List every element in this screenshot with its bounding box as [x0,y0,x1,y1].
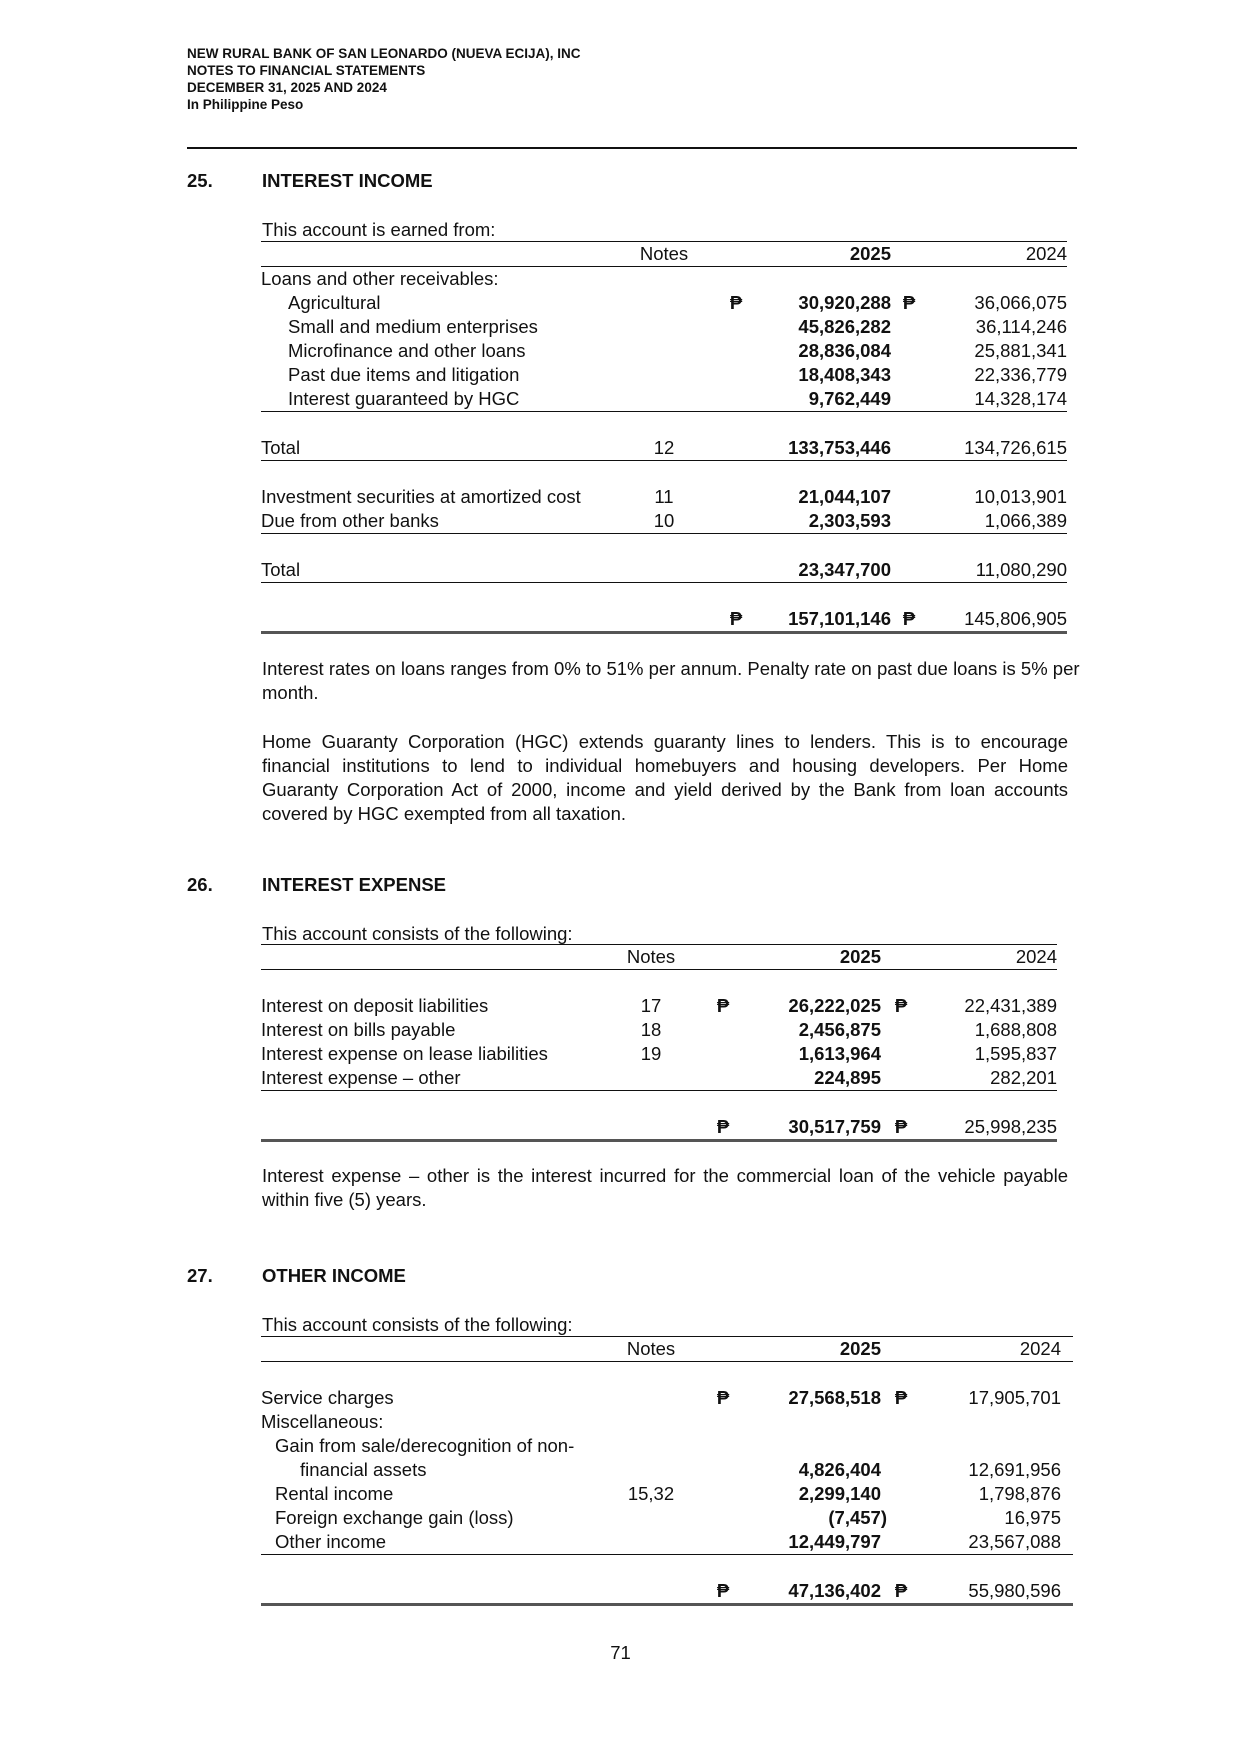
value-2024: 55,980,596 [921,1579,1073,1605]
table-row [261,339,1067,363]
interest-expense-table [261,944,1057,1142]
value-2025: 45,826,282 [798,316,891,337]
value-2024: 17,905,701 [968,1387,1061,1408]
table-row [261,509,1067,534]
row-label: financial assets [300,1459,427,1480]
interest-income-table [261,241,1067,634]
row-label: Agricultural [288,292,381,313]
peso-sign: ₱ [729,292,743,313]
group-label: Loans and other receivables: [261,268,499,289]
table-row [261,267,1067,292]
peso-sign: ₱ [902,292,916,313]
value-2025: 224,895 [757,1066,881,1091]
peso-sign: ₱ [689,1579,757,1605]
note-ref: 12 [613,436,715,461]
value-2024: 10,013,901 [974,486,1067,507]
value-2024: 1,798,876 [978,1483,1061,1504]
value-2025: 21,044,107 [798,486,891,507]
peso-sign: ₱ [881,1579,921,1605]
value-2024: 25,998,235 [921,1115,1057,1141]
value-2025-text: (7,457) [828,1507,887,1528]
paragraph-interest-rates: Interest rates on loans ranges from 0% to 51% per annum. Penalty rate on past due loans is 5% per month. [262,658,1080,703]
row-label: Microfinance and other loans [288,340,526,361]
peso-sign: ₱ [894,1387,908,1408]
company-name: NEW RURAL BANK OF SAN LEONARDO (NUEVA ECIJA), INC [187,46,581,61]
section-number: 26. [187,874,213,895]
row-label: Interest guaranteed by HGC [261,387,613,412]
value-2024: 1,595,837 [974,1043,1057,1064]
row-label: Interest on deposit liabilities [261,995,489,1016]
value-2024: 36,114,246 [975,316,1067,337]
document-title: NOTES TO FINANCIAL STATEMENTS [187,63,426,78]
row-label: Foreign exchange gain (loss) [275,1507,514,1528]
year-2024-header: 2024 [927,242,1067,267]
value-2024: 134,726,615 [927,436,1067,461]
row-label: Interest expense on lease liabilities [261,1043,548,1064]
value-2025: 30,517,759 [757,1115,881,1141]
subtotal-row [261,436,1067,461]
table-row [261,1386,1073,1410]
grand-total-row [261,1115,1057,1141]
peso-sign: ₱ [891,607,927,633]
table-row [261,1506,1073,1530]
grand-total-row [261,607,1067,633]
table-row [261,1018,1057,1042]
value-2025: 27,568,518 [788,1387,881,1408]
row-label: Rental income [275,1483,394,1504]
peso-sign: ₱ [716,1387,730,1408]
value-2024: 12,691,956 [968,1459,1061,1480]
peso-sign: ₱ [716,995,730,1016]
group-label: Miscellaneous: [261,1411,384,1432]
value-2024: 145,806,905 [927,607,1067,633]
notes-header: Notes [613,945,689,970]
value-2024: 22,336,779 [974,364,1067,385]
value-2025: 2,303,593 [757,509,891,534]
section-title: INTEREST INCOME [262,170,433,191]
value-2024: 1,688,808 [974,1019,1057,1040]
value-2025: 23,347,700 [757,558,891,583]
value-2024: 11,080,290 [927,558,1067,583]
table-row [261,1042,1057,1066]
note-ref: 10 [613,509,715,534]
value-2025 [757,1506,887,1530]
value-2024: 36,066,075 [974,292,1067,313]
table-row [261,315,1067,339]
value-2025: 133,753,446 [757,436,891,461]
table-row [261,1434,1073,1458]
year-2025-header: 2025 [757,945,881,970]
value-2024: 22,431,389 [964,995,1057,1016]
section-number: 25. [187,170,213,191]
value-2025: 4,826,404 [798,1459,881,1480]
note-ref: 18 [640,1019,662,1040]
value-2024: 1,066,389 [927,509,1067,534]
section-title: INTEREST EXPENSE [262,874,447,895]
row-label: Service charges [261,1387,394,1408]
table-row [261,291,1067,315]
header-rule [187,147,1077,149]
paragraph-interest-other: Interest expense – other is the interest incurred for the commercial loan of the vehicle payable within five (5) years. [262,1165,1068,1210]
table-row [261,1410,1073,1434]
year-2025-header: 2025 [757,1337,881,1362]
paragraph-hgc: Home Guaranty Corporation (HGC) extends guaranty lines to lenders. This is to encourage financial institutions to lend to individual homebuyers and housing developers. Per Home Guaranty Corporation Act of 2000, income and yield derived by the Bank from loan accounts covered by HGC exempted from all taxation. [262,731,1068,824]
value-2025: 9,762,449 [757,387,891,412]
value-2025: 47,136,402 [757,1579,881,1605]
section-number: 27. [187,1265,213,1286]
value-2024: 16,975 [1004,1507,1061,1528]
row-label: Interest on bills payable [261,1019,456,1040]
period-line: DECEMBER 31, 2025 AND 2024 [187,80,387,95]
row-label: Total [261,558,613,583]
subtotal-row [261,558,1067,583]
section-intro: This account consists of the following: [262,1314,573,1335]
value-2024: 23,567,088 [921,1530,1073,1555]
value-2025: 18,408,343 [798,364,891,385]
value-2025: 30,920,288 [798,292,891,313]
note-ref: 15,32 [627,1483,675,1504]
year-2025-header: 2025 [757,242,891,267]
note-ref: 17 [640,995,662,1016]
peso-sign: ₱ [894,995,908,1016]
table-row [261,1458,1073,1482]
peso-sign: ₱ [881,1115,921,1141]
row-label: Past due items and litigation [288,364,520,385]
table-header-row [261,1337,1073,1362]
value-2025: 2,456,875 [798,1019,881,1040]
row-label: Interest expense – other [261,1066,613,1091]
value-2025: 1,613,964 [798,1043,881,1064]
row-label: Investment securities at amortized cost [261,486,581,507]
section-intro: This account is earned from: [262,219,496,240]
row-label: Total [261,436,613,461]
table-row [261,994,1057,1018]
table-row [261,1482,1073,1506]
row-label: Gain from sale/derecognition of non- [275,1435,575,1456]
value-2024: 25,881,341 [974,340,1067,361]
note-ref: 19 [640,1043,662,1064]
note-ref: 11 [654,486,674,507]
value-2024: 14,328,174 [927,387,1067,412]
note-ref [613,1066,689,1091]
row-label: Other income [261,1530,613,1555]
value-2025: 2,299,140 [798,1483,881,1504]
peso-sign: ₱ [689,1115,757,1141]
row-label: Due from other banks [261,509,613,534]
value-2025: 26,222,025 [788,995,881,1016]
notes-header: Notes [613,242,715,267]
section-title: OTHER INCOME [262,1265,406,1286]
row-label: Small and medium enterprises [288,316,538,337]
peso-sign: ₱ [715,607,757,633]
table-row [261,1066,1057,1091]
grand-total-row [261,1579,1073,1605]
currency-line: In Philippine Peso [187,97,304,112]
value-2024: 282,201 [921,1066,1057,1091]
section-intro: This account consists of the following: [262,923,573,944]
table-header-row [261,242,1067,267]
other-income-table [261,1336,1073,1606]
value-2025: 157,101,146 [757,607,891,633]
year-2024-header: 2024 [921,945,1057,970]
page-header [187,45,1077,113]
page-number: 71 [610,1642,631,1663]
notes-header: Notes [613,1337,689,1362]
table-header-row [261,945,1057,970]
table-row [261,363,1067,387]
value-2025: 12,449,797 [757,1530,881,1555]
table-row [261,1530,1073,1555]
table-row [261,387,1067,412]
table-row [261,485,1067,509]
value-2025: 28,836,084 [798,340,891,361]
year-2024-header: 2024 [921,1337,1073,1362]
